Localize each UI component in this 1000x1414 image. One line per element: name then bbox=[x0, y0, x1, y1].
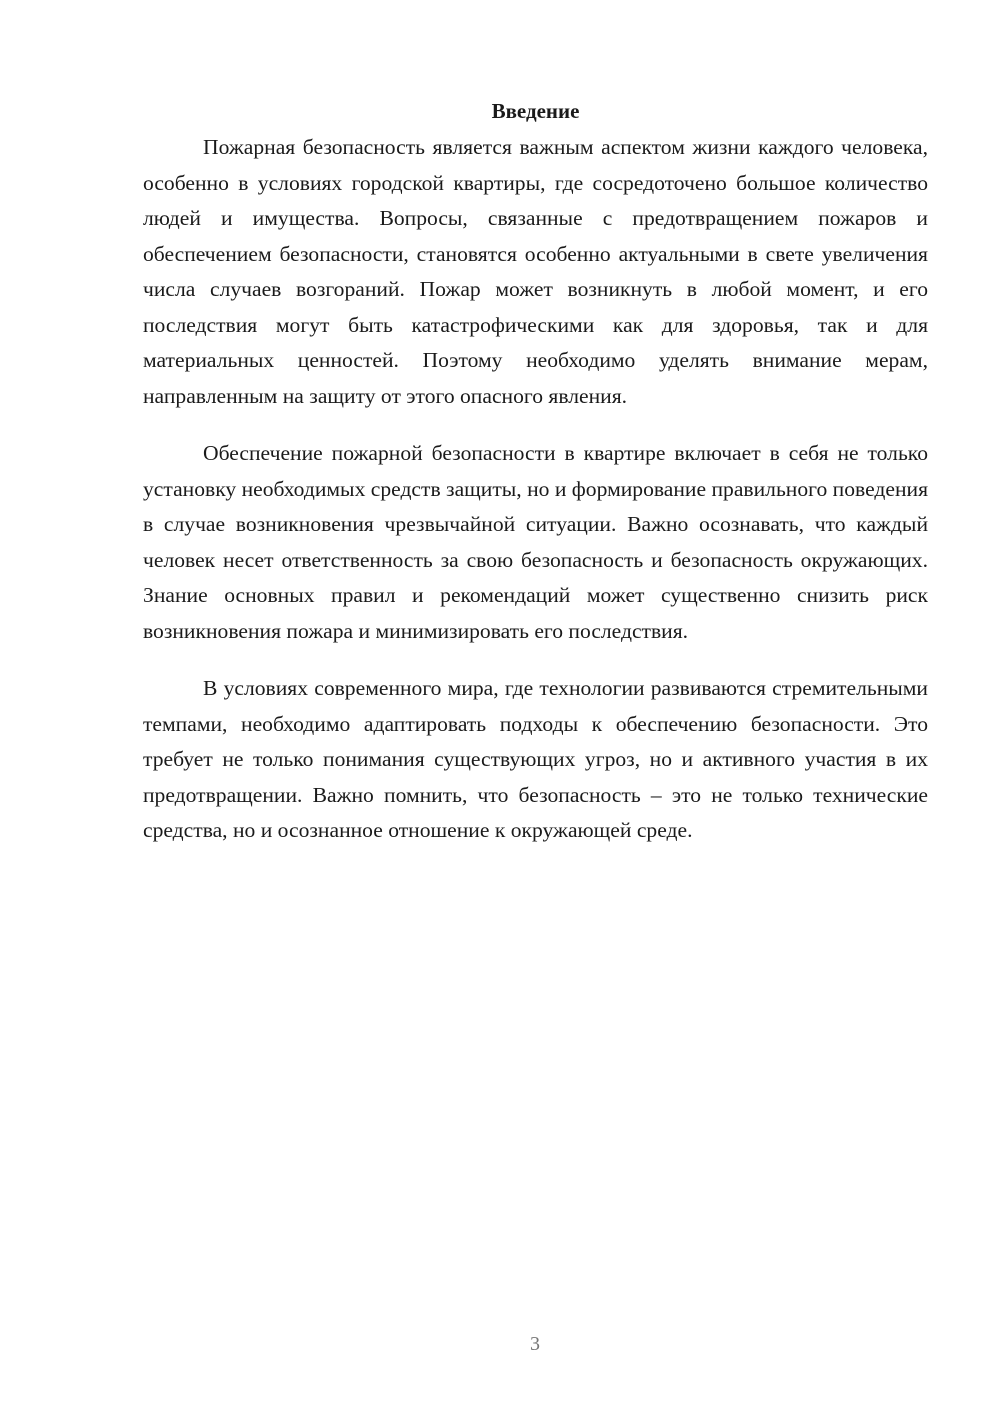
paragraph-1: Пожарная безопасность является важным аспектом жизни каждого человека, особенно в условиях городской квартиры, где сосредоточено большое количество людей и имущества. Вопросы, связанные с предотвращением пожаров и обеспечением безопасности, становятся особенно актуальными в свете увеличения числа случаев возгораний. Пожар может возникнуть в любой момент, и его последствия могут быть катастрофическими как для здоровья, так и для материальных ценностей. Поэтому необходимо уделять внимание мерам, направленным на защиту от этого опасного явления. bbox=[143, 135, 928, 408]
section-heading: Введение bbox=[491, 99, 580, 123]
paragraph-3: В условиях современного мира, где технологии развиваются стремительными темпами, необходимо адаптировать подходы к обеспечению безопасности. Это требует не только понимания существующих угроз, но и активного участия в их предотвращении. Важно помнить, что безопасность – это не только технические средства, но и осознанное отношение к окружающей среде. bbox=[143, 676, 928, 842]
page-number: 3 bbox=[530, 1333, 540, 1355]
paragraph-2: Обеспечение пожарной безопасности в квартире включает в себя не только установку необходимых средств защиты, но и формирование правильного поведения в случае возникновения чрезвычайной ситуации. Важно осознавать, что каждый человек несет ответственность за свою безопасность и безопасность окружающих. Знание основных правил и рекомендаций может существенно снизить риск возникновения пожара и минимизировать его последствия. bbox=[143, 441, 928, 643]
page-content bbox=[143, 96, 928, 871]
